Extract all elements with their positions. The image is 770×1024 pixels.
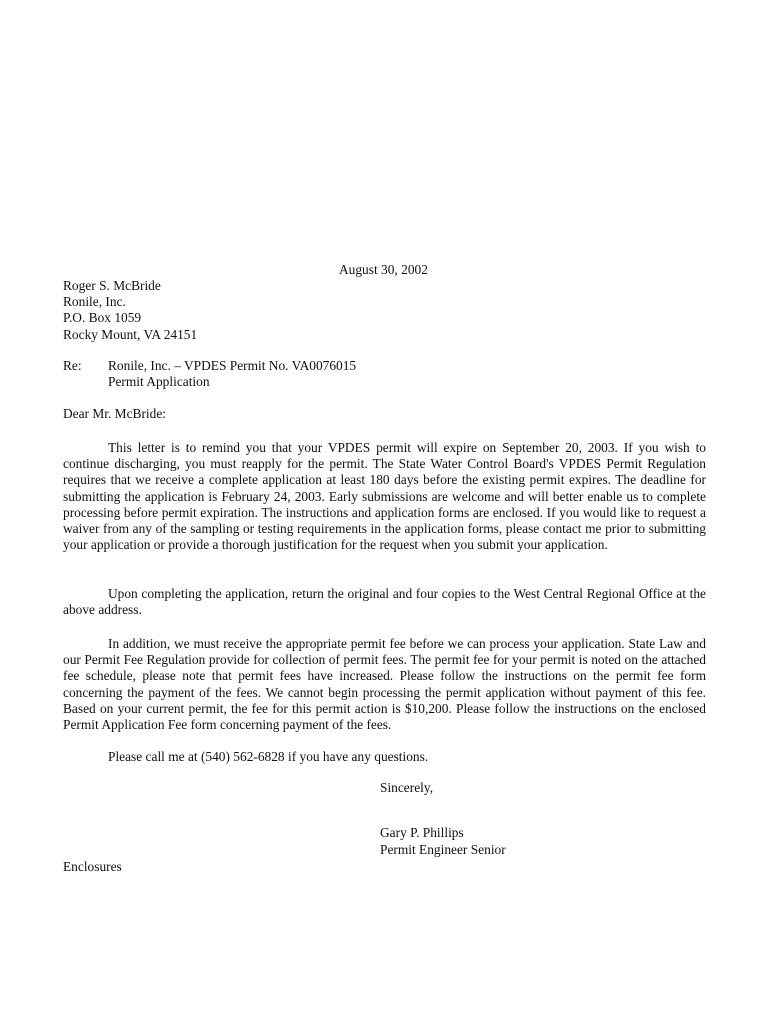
re-label: Re: [63,358,82,373]
body-paragraph-3: In addition, we must receive the appropriate permit fee before we can process your application. State Law and our Permit Fee Regulation provide for collection of permit fees. The permit fee for your permit is noted on the attached fee schedule, please note that permit fees have increased. Please follow the instructions on the permit fee form concerning the payment of the fees. We cannot begin processing the permit application without payment of this fee. Based on your current permit, the fee for this permit action is $10,200. Please follow the instructions on the enclosed Permit Application Fee form concerning payment of the fees. [63,636,706,733]
recipient-city-state-zip: Rocky Mount, VA 24151 [63,327,198,342]
recipient-company: Ronile, Inc. [63,294,126,309]
salutation: Dear Mr. McBride: [63,406,167,421]
signer-title: Permit Engineer Senior [380,842,506,857]
recipient-name: Roger S. McBride [63,278,161,293]
body-paragraph-4: Please call me at (540) 562-6828 if you have any questions. [108,749,429,764]
letter-date: August 30, 2002 [339,262,428,277]
body-paragraph-2: Upon completing the application, return the original and four copies to the West Central Regional Office at the above address. [63,586,706,618]
closing: Sincerely, [380,780,434,795]
re-subject-line-1: Ronile, Inc. – VPDES Permit No. VA0076015 [108,358,357,373]
body-paragraph-1: This letter is to remind you that your VPDES permit will expire on September 20, 2003. If you wish to continue discharging, you must reapply for the permit. The State Water Control Board's VPDES Permit Regulation requires that we receive a complete application at least 180 days before the existing permit expires. The deadline for submitting the application is February 24, 2003. Early submissions are welcome and will better enable us to complete processing before permit expiration. The instructions and application forms are enclosed. If you would like to request a waiver from any of the sampling or testing requirements in the application forms, please contact me prior to submitting your application or provide a thorough justification for the request when you submit your application. [63,440,706,553]
signer-name: Gary P. Phillips [380,825,464,840]
enclosures-note: Enclosures [63,859,122,874]
re-subject-line-2: Permit Application [108,374,210,389]
recipient-po-box: P.O. Box 1059 [63,310,142,325]
